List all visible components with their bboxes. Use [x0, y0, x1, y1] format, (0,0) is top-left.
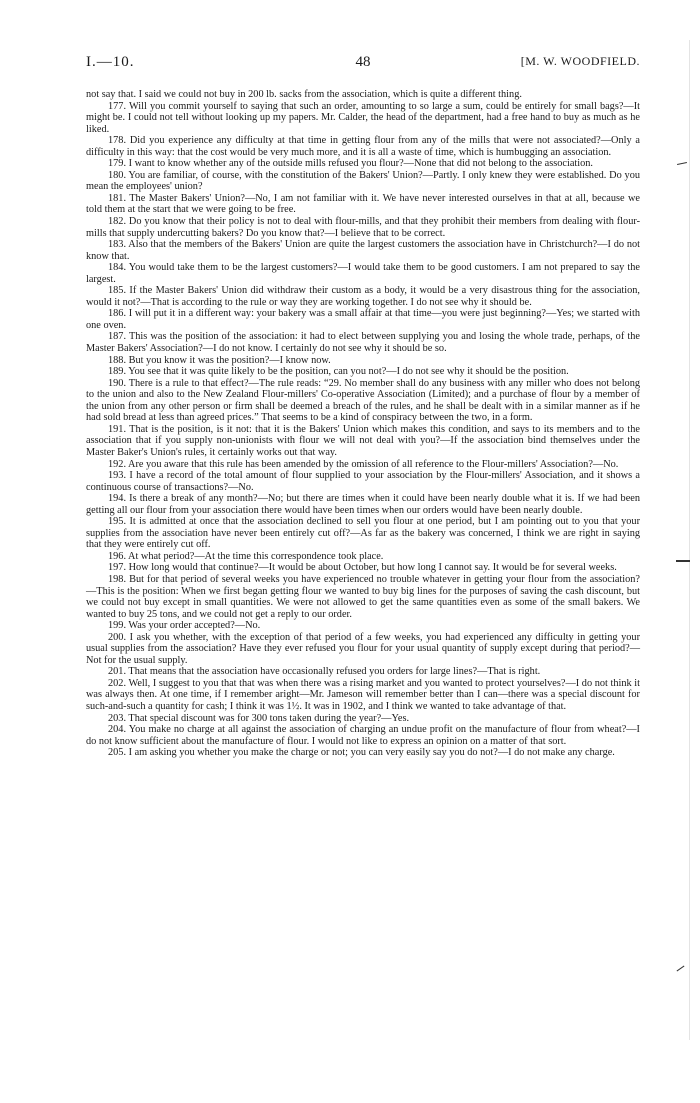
margin-pencil-mark: [677, 162, 687, 165]
margin-pencil-mark: [676, 560, 690, 562]
paragraph: 203. That special discount was for 300 tons taken during the year?—Yes.: [108, 712, 410, 724]
paragraph: 205. I am asking you whether you make the charge or not; you can very easily say you do not?—I do not make any charge.: [108, 747, 615, 759]
paragraph: 189. You see that it was quite likely to be the position, can you not?—I do not see why it should be the position.: [108, 366, 569, 378]
paragraph: 191. That is the position, is it not: that it is the Bakers' Union which makes this condition, and says to its members and to the association that if you supply non-unionists with flour we will not deal with you?—If the association bind themselves under the Master Baker's Union's rules, it certainly works out that way.: [86, 423, 640, 458]
paragraph: 196. At what period?—At the time this correspondence took place.: [108, 550, 384, 562]
paragraph: 181. The Master Bakers' Union?—No, I am not familiar with it. We have never interested ourselves in that at all, because we told them at the start that we were going to be free.: [86, 192, 640, 216]
page-number: 48: [355, 54, 371, 70]
page-header: [86, 54, 640, 76]
paragraph: 197. How long would that continue?—It would be about October, but how long I cannot say. It would be for several weeks.: [108, 562, 617, 574]
paragraph: 186. I will put it in a different way: your bakery was a small affair at that time—you were just beginning?—Yes; we started with one oven.: [86, 308, 640, 331]
paragraph: 193. I have a record of the total amount of flour supplied to your association by the Flour-millers' Association, and it shows a continuous course of transactions?—No.: [86, 470, 640, 493]
paragraph: 201. That means that the association have occasionally refused you orders for large lines?—That is right.: [108, 666, 541, 678]
paragraph: 179. I want to know whether any of the outside mills refused you flour?—None that did not belong to the association.: [108, 158, 593, 170]
paragraph: 188. But you know it was the position?—I know now.: [108, 354, 331, 366]
paragraph: 185. If the Master Bakers' Union did withdraw their custom as a body, it would be a very disastrous thing for the association, would it not?—That is according to the rule or way they are working together. I do not see why it should be.: [86, 285, 640, 308]
paragraph: 204. You make no charge at all against the association of charging an undue profit on the manufacture of flour from wheat?—I do not know sufficient about the manufacture of flour. I would not like to express an opinion on a matter of that sort.: [86, 724, 640, 747]
paragraph: 198. But for that period of several weeks you have experienced no trouble whatever in getting your flour from the association?—This is the position: When we first began getting flour we wanted to buy big lines for the purposes of saving the cash discount, but we could not buy except in small quantities. We were not allowed to get the same quantities even as some of the small bakers. We wanted to buy 25 tons, and we could not get a reply to our order.: [86, 573, 640, 620]
paragraph: 195. It is admitted at once that the association declined to sell you flour at one period, but I am pointing out to you that your supplies from the association have never been entirely cut off?—As far as the bakery was concerned, I think we are right in saying that they were entirely cut off.: [86, 516, 640, 551]
paragraph: 184. You would take them to be the largest customers?—I would take them to be good customers. I am not prepared to say the largest.: [86, 262, 640, 285]
paragraph: 177. Will you commit yourself to saying that such an order, amounting to so large a sum, could be entirely for small bags?—It might be. I could not tell without looking up my papers. Mr. Calder, the head of the department, had a free hand to buy as much as he liked.: [86, 100, 640, 135]
paragraph: 199. Was your order accepted?—No.: [108, 620, 261, 632]
paragraph: 190. There is a rule to that effect?—The rule reads: “29. No member shall do any business with any miller who does not belong to the union and also to the New Zealand Flour-millers' Co-operative Association (Limited); and a purchase of flour by a member of the union from any other person or firm shall be deemed a breach of the rules, and he shall be dealt with in a similar manner as if he had sold bread at less than agreed prices.” That seems to be a kind of conspiracy between the two, in a form.: [86, 377, 640, 424]
paragraph: 187. This was the position of the association: it had to elect between supplying you and losing the whole trade, perhaps, of the Master Bakers' Association?—I do not know. I certainly do not see why it should be so.: [86, 331, 640, 355]
paper-reference: I.—10.: [86, 54, 135, 70]
paragraph: 178. Did you experience any difficulty at that time in getting flour from any of the mills that were not associated?—Only a difficulty in this way: that the cost would be very much more, and it is all a waste of time, which is humbugging an association.: [86, 135, 640, 158]
page-edge-shadow: [689, 40, 690, 1040]
paragraph: 194. Is there a break of any month?—No; but there are times when it could have been nearly double what it is. If we had been getting all our flour from your association there would have been times when our orders would have been nearly double.: [86, 493, 640, 516]
paragraph: 202. Well, I suggest to you that that was when there was a rising market and you wanted to protect yourselves?—I do not think it was always then. At one time, if I remember aright—Mr. Jameson will remember better than I can—there was a special discount for such-and-such a quantity for cash; I think it was 1½. It was in 1902, and I think we wanted to take advantage of that.: [86, 677, 640, 712]
margin-pencil-mark: [677, 966, 685, 972]
paragraph: 182. Do you know that their policy is not to deal with flour-mills, and that they prohibit their members from dealing with flour-mills that supply undercutting bakers? Do you know that?—I believe that to be correct.: [86, 216, 640, 239]
paragraph: not say that. I said we could not buy in 200 lb. sacks from the association, which is quite a different thing.: [86, 89, 522, 100]
paragraph: 192. Are you aware that this rule has been amended by the omission of all reference to the Flour-millers' Association?—No.: [108, 458, 619, 470]
paragraph: 180. You are familiar, of course, with the constitution of the Bakers' Union?—Partly. I only knew they were established. Do you mean the employees' union?: [86, 169, 640, 193]
paragraph: 183. Also that the members of the Bakers' Union are quite the largest customers the association have in Christchurch?—I do not know that.: [86, 239, 640, 262]
paragraph: 200. I ask you whether, with the exception of that period of a few weeks, you had experienced any difficulty in getting your usual supplies from the association? Have they ever refused you flour for your usual quantity of supply except during that period?—Not for the usual supply.: [86, 631, 640, 666]
testimony-body: [86, 89, 640, 759]
witness-name: [M. W. WOODFIELD.: [520, 54, 640, 68]
